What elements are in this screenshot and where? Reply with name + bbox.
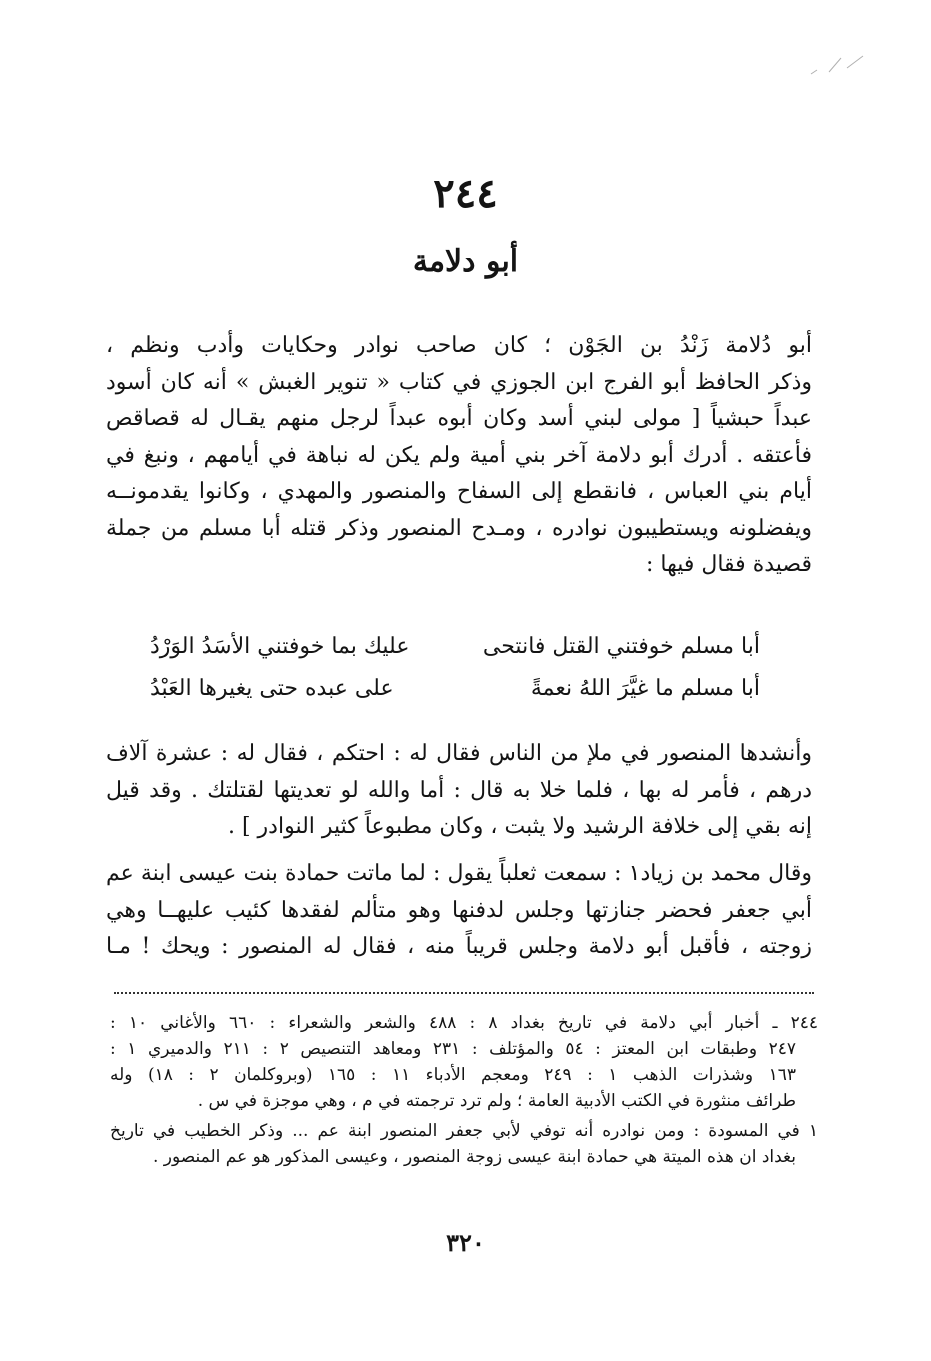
verse-first-hemistich: أبا مسلم خوفتني القتل فانتحى — [482, 634, 760, 659]
text-line: أبي جعفر فحضر جنازتها وجلس لدفنها وهو متألم لفقدها كئيب عليهــا وهي — [106, 897, 812, 923]
text-line: درهم ، فأمر له بها ، فلما خلا به قال : أما والله لو تعديتها لقتلتك . وقد قيل — [106, 777, 812, 803]
verse-second-hemistich: على عبده حتى يغيرها العَبْدُ — [150, 676, 394, 701]
verse-first-hemistich: أبا مسلم ما غيَّرَ اللهُ نعمةً — [530, 676, 760, 701]
footnote-line: ١ في المسودة : ومن نوادره أنه توفي لأبي جعفر المنصور ابنة عم ... وذكر الخطيب في تاريخ — [110, 1121, 818, 1141]
poem-verses — [150, 626, 760, 710]
text-line: أيام بني العباس ، فانقطع إلى السفاح والمنصور والمهدي ، وكانوا يقدمونــه — [106, 479, 812, 504]
pencil-mark — [807, 50, 867, 80]
verse-second-hemistich: عليك بما خوفتني الأسَدُ الوَرْدُ — [150, 634, 410, 659]
page-number: ٣٢٠ — [446, 1228, 485, 1257]
verse-row — [150, 668, 760, 710]
entry-number: ٢٤٤ — [433, 170, 498, 217]
text-line: أبو دُلامة زَنْدُ بن الجَوْن ؛ كان صاحب نوادر وحكايات وأدب ونظم ، — [106, 333, 812, 358]
footnotes — [110, 1010, 818, 1170]
paragraph-anecdote — [106, 856, 812, 966]
paragraph-biography — [106, 328, 812, 584]
entry-title: أبو دلامة — [412, 244, 519, 279]
text-line: وأنشدها المنصور في ملإ من الناس فقال له : احتكم ، فقال له : عشرة آلاف — [106, 741, 812, 766]
footnote-line: ٢٤٧ وطبقات ابن المعتز : ٥٤ والمؤتلف : ٢٣١ ومعاهد التنصيص ٢ : ٢١١ والدميري ١ : — [110, 1039, 796, 1059]
footnote-line: بغداد ان هذه الميتة هي حمادة ابنة عيسى زوجة المنصور ، وعيسى المذكور هو عم المنصور . — [152, 1147, 796, 1167]
footnote-separator — [114, 992, 814, 994]
footnote-line: طرائف منثورة في الكتب الأدبية العامة ؛ ولم ترد ترجمته في م ، وهي موجزة في س . — [197, 1091, 796, 1111]
text-line: ويفضلونه ويستطيبون نوادره ، ومـدح المنصور وذكر قتله أبا مسلم من جملة — [106, 515, 812, 541]
verse-row — [150, 626, 760, 668]
text-line: وذكر الحافظ أبو الفرج ابن الجوزي في كتاب « تنوير الغبش » أنه كان أسود — [106, 369, 812, 395]
text-line: إنه بقي إلى خلافة الرشيد ولا يثبت ، وكان مطبوعاً كثير النوادر ] . — [227, 814, 812, 839]
paragraph-reward — [106, 736, 812, 846]
footnote-line: ١٦٣ وشذرات الذهب ١ : ٢٤٩ ومعجم الأدباء ١١ : ١٦٥ (وبروكلمان ٢ : ١٨) وله — [110, 1065, 796, 1085]
text-line: زوجته ، فأقبل أبو دلامة وجلس قريباً منه ، فقال له المنصور : ويحك ! مـا — [106, 934, 812, 959]
text-line: فأعتقه . أدرك أبو دلامة آخر بني أمية ولم يكن له نباهة في أيامهم ، ونبغ في — [106, 442, 812, 468]
footnote-line: ٢٤٤ ـ أخبار أبي دلامة في تاريخ بغداد ٨ : ٤٨٨ والشعر والشعراء : ٦٦٠ والأغاني ١٠ : — [110, 1013, 818, 1033]
text-line: وقال محمد بن زياد١ : سمعت ثعلباً يقول : لما ماتت حمادة بنت عيسى ابنة عم — [106, 861, 812, 886]
text-line: قصيدة فقال فيها : — [645, 552, 812, 577]
text-line: عبداً حبشياً [ مولى لبني أسد وكان أبوه عبداً لرجل منهم يقـال له قصاقص — [106, 406, 812, 431]
